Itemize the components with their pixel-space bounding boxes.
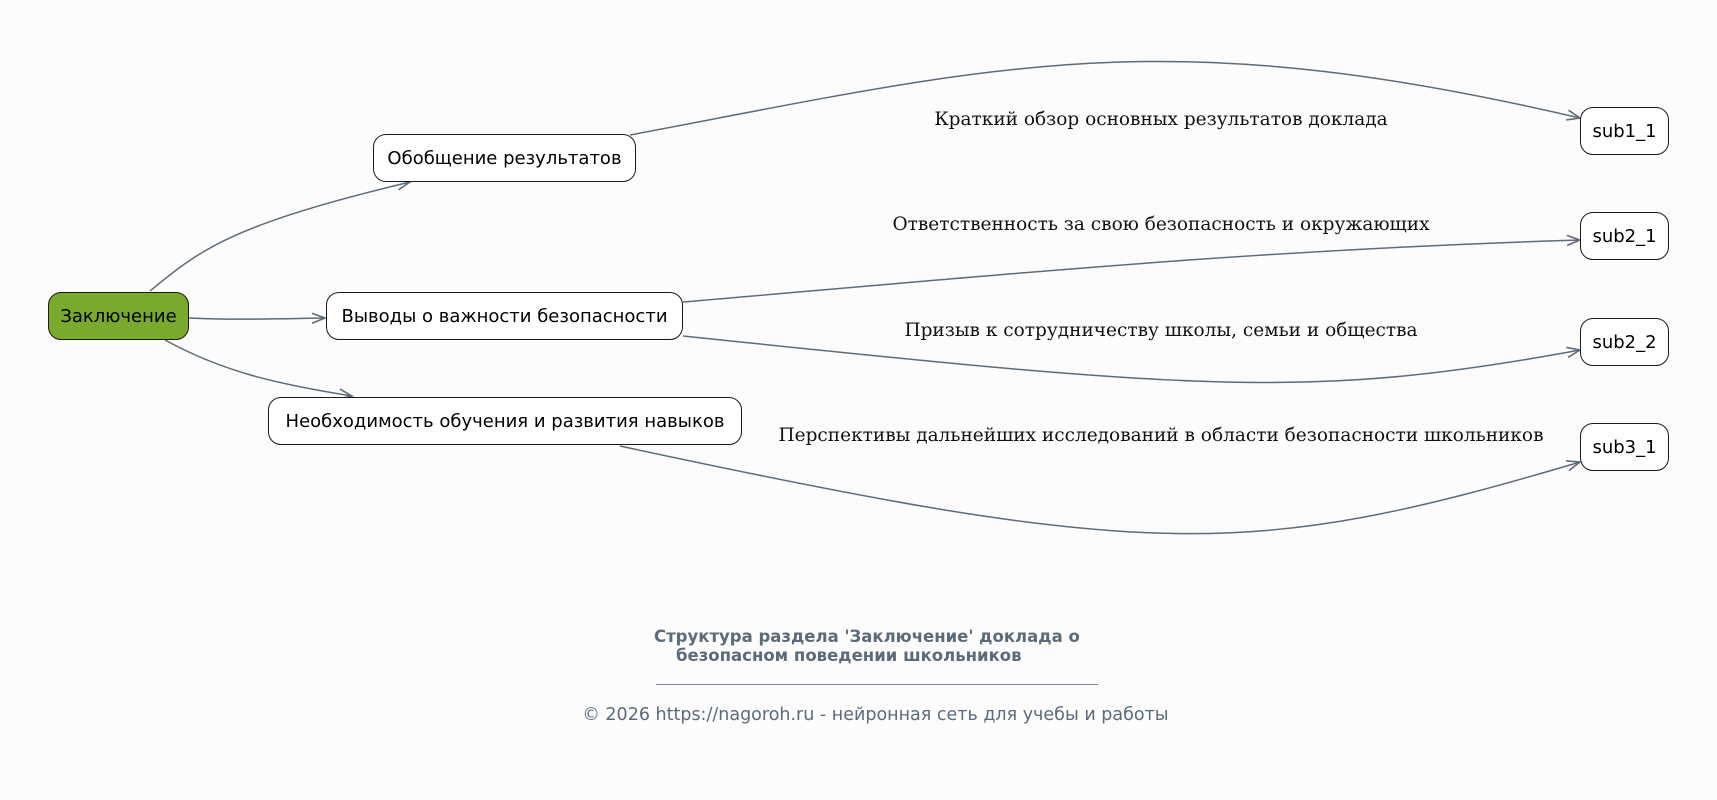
leaf-node-sub2-2[interactable] xyxy=(1580,318,1669,366)
leaf-node-sub2-1[interactable] xyxy=(1580,212,1669,260)
branch-node-label: Необходимость обучения и развития навыков xyxy=(285,410,725,432)
edge-root-to-conclusions xyxy=(189,318,325,319)
branch-node-training[interactable] xyxy=(268,397,742,445)
caption-divider xyxy=(656,684,1098,685)
edge-conclusions-to-sub2-1 xyxy=(683,240,1580,302)
edge-label-sub1-1: Краткий обзор основных результатов доклада xyxy=(934,109,1388,130)
leaf-node-sub3-1[interactable] xyxy=(1580,423,1669,471)
edge-label-sub2-1: Ответственность за свою безопасность и окружающих xyxy=(892,214,1430,235)
root-node-conclusion[interactable] xyxy=(48,292,189,340)
diagram-caption xyxy=(654,627,1080,665)
edge-training-to-sub3-1 xyxy=(620,446,1580,534)
leaf-node-sub1-1[interactable] xyxy=(1580,107,1669,155)
branch-node-conclusions[interactable] xyxy=(326,292,683,340)
branch-node-label: Выводы о важности безопасности xyxy=(341,305,668,327)
edge-conclusions-to-sub2-2 xyxy=(683,336,1580,383)
leaf-node-label: sub2_1 xyxy=(1592,225,1657,247)
edge-label-sub3-1: Перспективы дальнейших исследований в области безопасности школьников xyxy=(778,425,1544,446)
leaf-node-label: sub3_1 xyxy=(1592,436,1657,458)
edge-root-to-training xyxy=(165,340,352,396)
root-node-label: Заключение xyxy=(60,305,177,327)
caption-line-1: Структура раздела 'Заключение' доклада о xyxy=(654,627,1080,646)
caption-line-2: безопасном поведении школьников xyxy=(676,646,1022,665)
leaf-node-label: sub2_2 xyxy=(1592,331,1657,353)
branch-node-summary[interactable] xyxy=(373,134,636,182)
branch-node-label: Обобщение результатов xyxy=(387,147,622,169)
edge-root-to-summary xyxy=(150,182,410,291)
leaf-node-label: sub1_1 xyxy=(1592,120,1657,142)
copyright-footer: © 2026 https://nagoroh.ru - нейронная сеть для учебы и работы xyxy=(582,705,1169,725)
edge-label-sub2-2: Призыв к сотрудничеству школы, семьи и общества xyxy=(904,320,1418,341)
